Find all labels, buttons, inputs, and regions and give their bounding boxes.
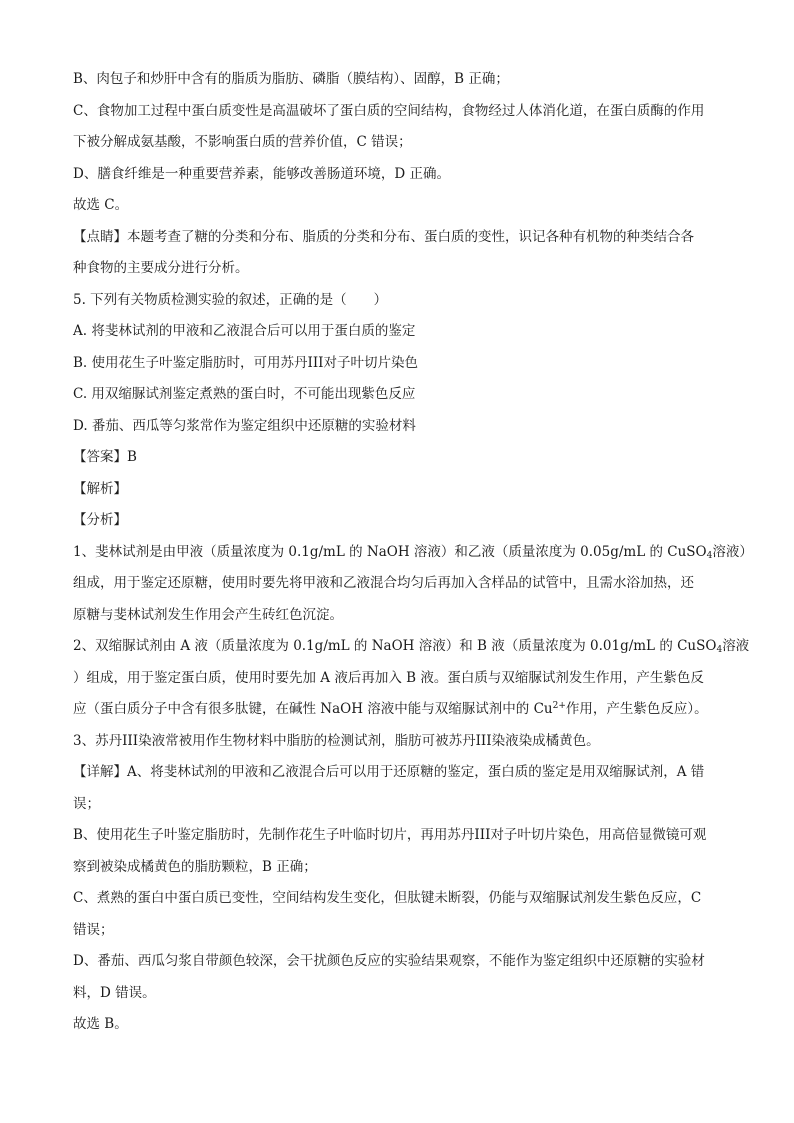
text-segment: 作用，产生紫色反应）。	[565, 701, 708, 717]
option-d: D. 番茄、西瓜等匀浆常作为鉴定组织中还原糖的实验材料	[73, 417, 416, 434]
text-line: 料，D 错误。	[73, 984, 156, 1001]
text-line: C、煮熟的蛋白中蛋白质已变性，空间结构发生变化，但肽键未断裂，仍能与双缩脲试剂发生紫色反应，C	[73, 890, 702, 906]
text-line: 3、苏丹III染液常被用作生物材料中脂肪的检测试剂，脂肪可被苏丹III染液染成橘黄色。	[73, 732, 600, 749]
question-stem: 5. 下列有关物质检测实验的叙述，正确的是（ ）	[73, 291, 388, 308]
subscript: 4	[706, 550, 713, 561]
text-segment: 应（蛋白质分子中含有很多肽键，在碱性 NaOH 溶液中能与双缩脲试剂中的 Cu	[73, 701, 553, 717]
analysis-label: 【解析】	[73, 480, 127, 497]
text-line: 误；	[73, 795, 100, 812]
text-line	[73, 631, 750, 663]
comment-heading: 【点睛】本题考查了糖的分类和分布、脂质的分类和分布、蛋白质的变性，识记各种有机物的种类结合各	[73, 228, 694, 245]
text-line: 原糖与斐林试剂发生作用会产生砖红色沉淀。	[73, 606, 343, 623]
document-body	[73, 64, 753, 1041]
text-line: ）组成，用于鉴定蛋白质，使用时要先加 A 液后再加入 B 液。蛋白质与双缩脲试剂发生作用，产生紫色反	[73, 669, 704, 686]
text-segment: 溶液）	[712, 543, 753, 560]
text-line: C、食物加工过程中蛋白质变性是高温破坏了蛋白质的空间结构，食物经过人体消化道，在蛋白质酶的作用	[73, 102, 705, 119]
text-line: 故选 B。	[73, 1016, 128, 1032]
text-line: D、番茄、西瓜匀浆自带颜色较深，会干扰颜色反应的实验结果观察，不能作为鉴定组织中还原糖的实验材	[73, 953, 705, 969]
text-segment: 1、斐林试剂是由甲液（质量浓度为 0.1g/mL 的 NaOH 溶液）和乙液（质量浓度为 0.05g/mL 的 CuSO	[73, 543, 707, 560]
text-line: B、肉包子和炒肝中含有的脂质为脂肪、磷脂（膜结构）、固醇，B 正确；	[73, 71, 509, 87]
subscript: 4	[716, 645, 723, 655]
superscript: 2+	[552, 701, 566, 711]
text-line: B、使用花生子叶鉴定脂肪时，先制作花生子叶临时切片，再用苏丹III对子叶切片染色，用高倍显微镜可观	[73, 827, 707, 843]
option-b: B. 使用花生子叶鉴定脂肪时，可用苏丹III对子叶切片染色	[73, 354, 419, 371]
detail-heading: 【详解】A、将斐林试剂的甲液和乙液混合后可以用于还原糖的鉴定，蛋白质的鉴定是用双缩脲试剂，A 错	[73, 764, 705, 780]
text-line: 错误；	[73, 921, 114, 938]
text-line: 察到被染成橘黄色的脂肪颗粒，B 正确；	[73, 858, 317, 875]
text-line: 种食物的主要成分进行分析。	[73, 260, 249, 276]
text-line: 下被分解成氨基酸，不影响蛋白质的营养价值，C 错误；	[73, 134, 412, 150]
option-a: A. 将斐林试剂的甲液和乙液混合后可以用于蛋白质的鉴定	[73, 323, 416, 339]
text-line	[73, 537, 753, 569]
answer-label: 【答案】B	[73, 449, 137, 465]
text-segment: 2、双缩脲试剂由 A 液（质量浓度为 0.1g/mL 的 NaOH 溶液）和 B 液（质量浓度为 0.01g/mL 的 CuSO	[73, 638, 717, 654]
breakdown-label: 【分析】	[73, 512, 127, 528]
text-segment: 溶液	[722, 638, 750, 654]
text-line: 组成，用于鉴定还原糖，使用时要先将甲液和乙液混合均匀后再加入含样品的试管中，且需水浴加热，还	[73, 575, 694, 591]
text-line: D、膳食纤维是一种重要营养素，能够改善肠道环境，D 正确。	[73, 165, 450, 182]
option-c: C. 用双缩脲试剂鉴定煮熟的蛋白时，不可能出现紫色反应	[73, 386, 416, 402]
text-line	[73, 694, 733, 726]
text-line: 故选 C。	[73, 197, 129, 213]
